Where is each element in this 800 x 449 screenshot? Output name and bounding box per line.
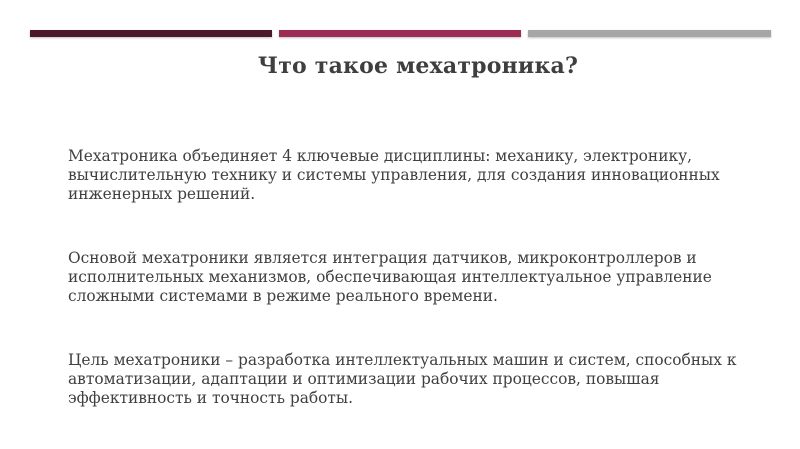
accent-bar-left <box>30 30 272 37</box>
accent-bar-right <box>528 30 771 37</box>
paragraph-integration: Основой мехатроники является интеграция датчиков, микроконтроллеров и исполнительных механизмов, обеспечивающая интеллектуальное управление сложными системами в режиме реального времени. <box>68 249 712 305</box>
paragraph-disciplines: Мехатроника объединяет 4 ключевые дисциплины: механику, электронику, вычислительную технику и системы управления, для создания инновационных инженерных решений. <box>68 147 720 203</box>
accent-bar-middle <box>279 30 521 37</box>
slide-title: Что такое мехатроника? <box>257 53 579 79</box>
paragraph-goal: Цель мехатроники – разработка интеллектуальных машин и систем, способных к автоматизации, адаптации и оптимизации рабочих процессов, повышая эффективность и точность работы. <box>68 351 737 407</box>
